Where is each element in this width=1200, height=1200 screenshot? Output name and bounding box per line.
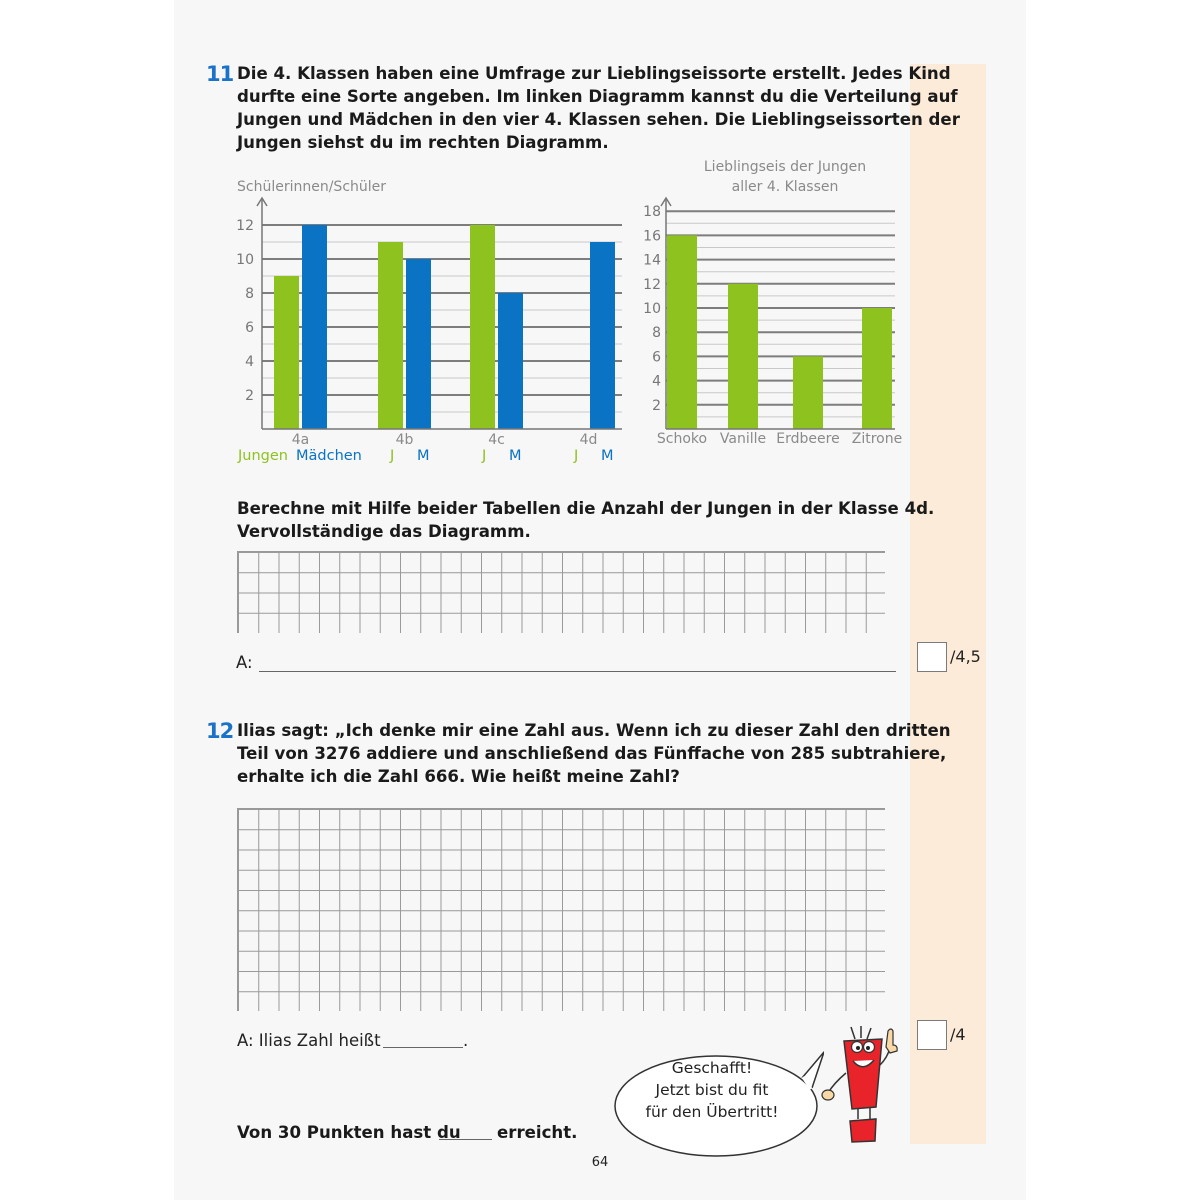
chart-boys-favorite-ice [630, 150, 910, 460]
legend-label: M [509, 448, 522, 464]
total-score-suffix: erreicht. [497, 1123, 578, 1142]
y-tick-label: 2 [245, 388, 254, 404]
y-axis-label: Schülerinnen/Schüler [237, 179, 387, 195]
score-label-12: /4 [950, 1025, 966, 1044]
bar-erdbeere [793, 356, 823, 429]
legend-label: Mädchen [296, 448, 362, 464]
y-tick-label: 8 [652, 325, 661, 342]
chart-class-distribution [230, 170, 630, 470]
bubble-line-2: Jetzt bist du fit [655, 1081, 769, 1099]
y-tick-label: 12 [236, 218, 254, 234]
task-12-line-3: erhalte ich die Zahl 666. Wie heißt meine Zahl? [237, 767, 680, 786]
bar-jungen-4a [274, 276, 299, 429]
y-tick-label: 12 [643, 276, 661, 293]
answer-label-12: A: Ilias Zahl heißt [237, 1031, 381, 1050]
y-tick-label: 18 [643, 204, 661, 221]
bar-vanille [728, 284, 758, 429]
legend-label: M [601, 448, 614, 464]
x-tick-label: Schoko [656, 431, 708, 447]
legend-label: J [482, 448, 487, 464]
y-tick-label: 16 [643, 228, 661, 245]
x-tick-label: Zitrone [851, 431, 903, 447]
y-tick-label: 14 [643, 252, 661, 269]
score-box-12[interactable] [917, 1020, 947, 1050]
answer-line-12[interactable] [383, 1047, 463, 1048]
bar-mädchen-4a [302, 225, 327, 429]
task-11-line-1: Die 4. Klassen haben eine Umfrage zur Lieblingseissorte erstellt. Jedes Kind [237, 64, 951, 83]
legend-label: M [417, 448, 430, 464]
task-11-number: 11 [206, 62, 234, 86]
legend-label: J [574, 448, 579, 464]
y-tick-label: 6 [652, 349, 661, 366]
bar-mädchen-4b [406, 259, 431, 429]
exclamation-mascot-icon [820, 1025, 910, 1145]
task-11-line-3: Jungen und Mädchen in den vier 4. Klassen sehen. Die Lieblingseissorten der [237, 110, 960, 129]
score-sidebar [910, 64, 986, 1144]
instruction-line-1: Berechne mit Hilfe beider Tabellen die Anzahl der Jungen in der Klasse 4d. [237, 499, 935, 518]
task-11-line-4: Jungen siehst du im rechten Diagramm. [237, 133, 609, 152]
y-tick-label: 8 [245, 286, 254, 302]
chart-title-line-2: aller 4. Klassen [731, 179, 839, 195]
task-11-text [237, 62, 960, 154]
x-tick-label: 4a [291, 432, 310, 448]
bubble-line-3: für den Übertritt! [645, 1103, 779, 1121]
x-tick-label: Erdbeere [776, 431, 840, 447]
task-12-line-1: Ilias sagt: „Ich denke mir eine Zahl aus. Wenn ich zu dieser Zahl den dritten [237, 721, 951, 740]
score-label-11: /4,5 [950, 647, 981, 666]
legend-label: Jungen [238, 448, 288, 464]
task-11-instruction [237, 497, 934, 543]
task-12-text [237, 719, 951, 788]
page-number: 64 [591, 1155, 609, 1170]
y-tick-label: 10 [643, 301, 661, 317]
legend-label: J [390, 448, 395, 464]
calculation-grid-12[interactable] [237, 808, 885, 1011]
y-tick-label: 4 [245, 354, 254, 370]
instruction-line-2: Vervollständige das Diagramm. [237, 522, 531, 541]
calculation-grid-11[interactable] [237, 551, 885, 633]
bubble-line-1: Geschafft! [671, 1059, 753, 1077]
bar-zitrone [862, 308, 892, 429]
bar-jungen-4b [378, 242, 403, 429]
chart-title-line-1: Lieblingseis der Jungen [703, 159, 867, 175]
bar-schoko [667, 235, 697, 429]
total-score-line[interactable] [439, 1139, 492, 1140]
bar-mädchen-4c [498, 293, 523, 429]
x-tick-label: 4c [488, 432, 505, 448]
y-tick-label: 4 [652, 373, 661, 390]
task-11-line-2: durfte eine Sorte angeben. Im linken Diagramm kannst du die Verteilung auf [237, 87, 958, 106]
bar-jungen-4c [470, 225, 495, 429]
y-tick-label: 10 [236, 252, 254, 268]
total-score-text: Von 30 Punkten hast du [237, 1123, 461, 1142]
task-12-line-2: Teil von 3276 addiere und anschließend das Fünffache von 285 subtrahiere, [237, 744, 947, 763]
y-tick-label: 6 [245, 320, 254, 336]
answer-suffix-12: . [463, 1031, 469, 1050]
y-tick-label: 2 [652, 397, 661, 414]
x-tick-label: 4b [395, 432, 414, 448]
answer-line-11[interactable] [259, 671, 896, 672]
score-box-11[interactable] [917, 642, 947, 672]
task-12-number: 12 [206, 719, 234, 743]
x-tick-label: Vanille [719, 431, 767, 447]
x-tick-label: 4d [579, 432, 598, 448]
answer-label-11: A: [236, 653, 253, 672]
bar-mädchen-4d [590, 242, 615, 429]
